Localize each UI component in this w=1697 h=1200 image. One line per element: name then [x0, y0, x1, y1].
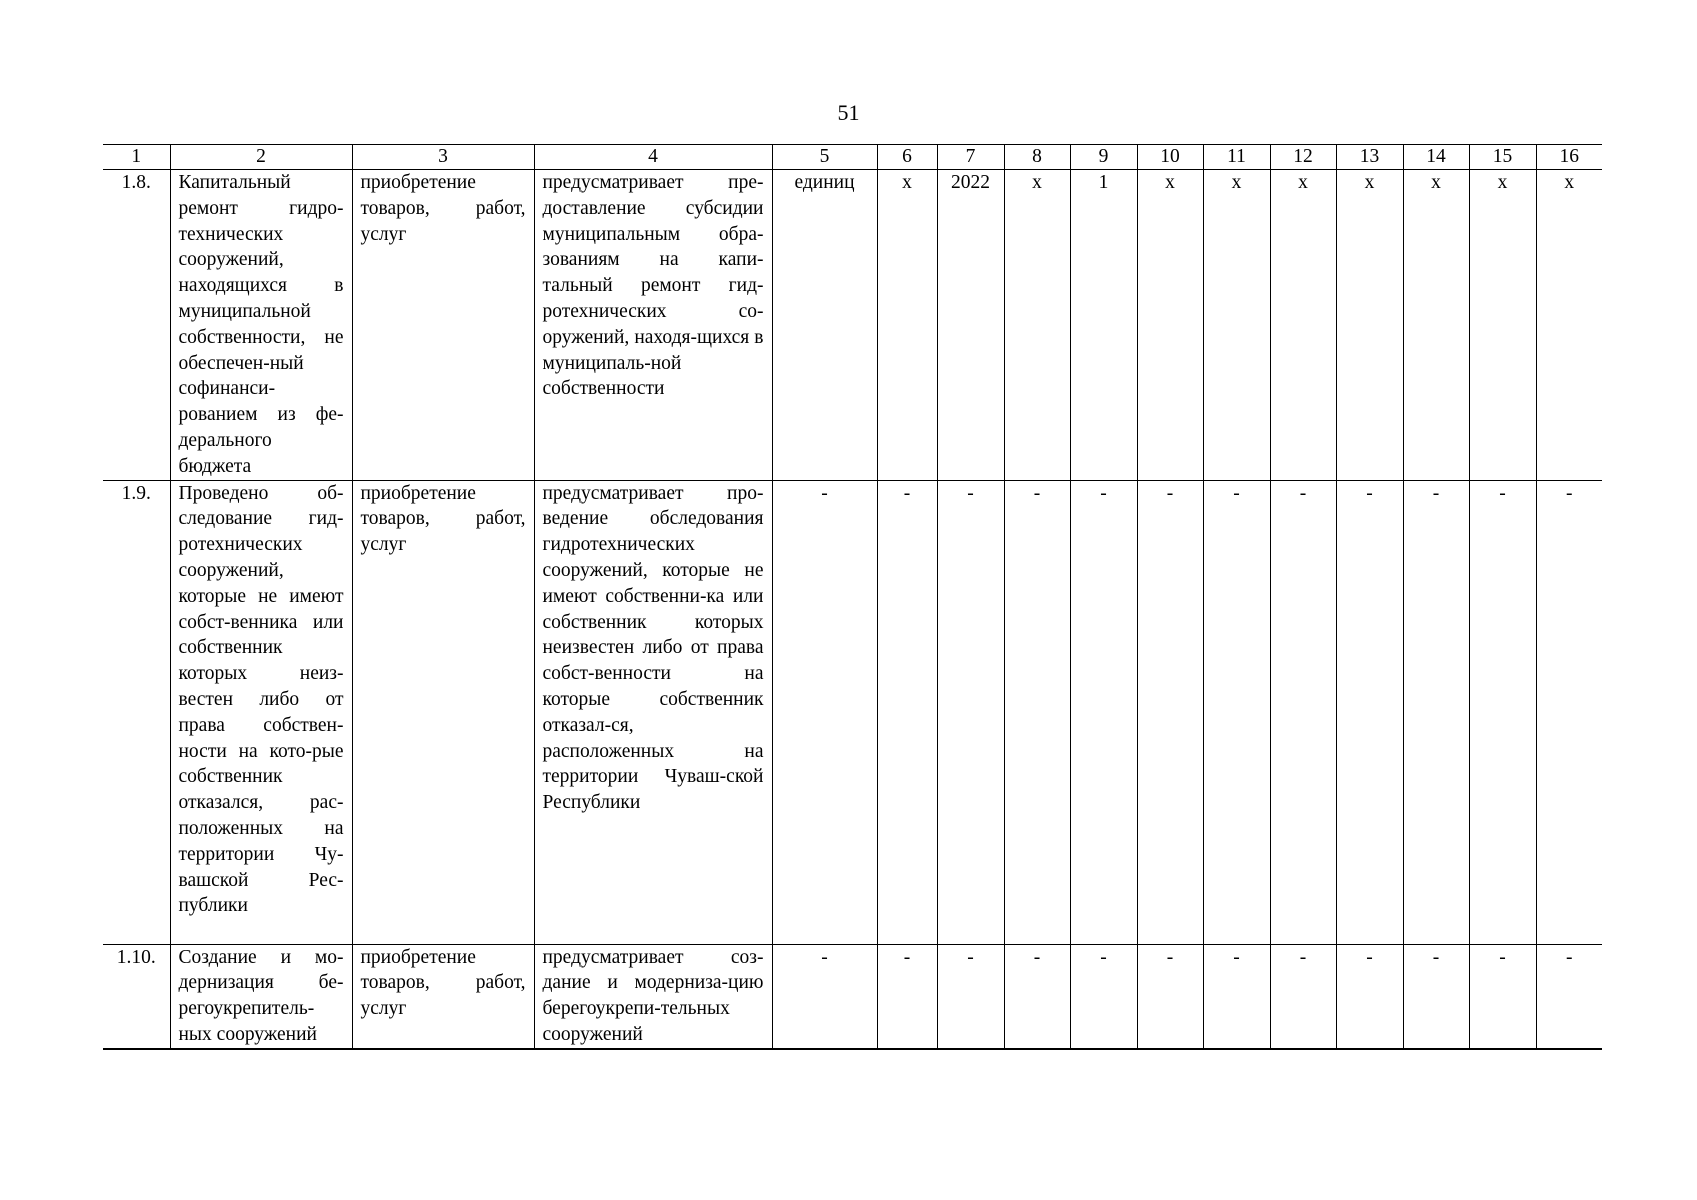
value-cell: -: [937, 480, 1004, 944]
value-cell: -: [937, 944, 1004, 1049]
header-cell-16: 16: [1536, 145, 1602, 170]
value-cell: -: [1469, 480, 1536, 944]
value-cell: -: [1137, 480, 1203, 944]
value-cell: x: [1536, 170, 1602, 481]
value-cell: -: [1137, 944, 1203, 1049]
header-row: [103, 145, 1602, 170]
value-cell: -: [1469, 944, 1536, 1049]
event-name: Проведено об-следование гид-ротехнических сооружений, которые не имеют собст-венника или собственник которых неиз-вестен либо от права собствен-ности на кото-рые собственник отказался, рас-положенных на территории Чу-вашской Рес-публики: [170, 480, 352, 944]
program-table: [103, 144, 1602, 1050]
value-cell: -: [1270, 944, 1336, 1049]
header-cell-2: 2: [170, 145, 352, 170]
event-type: приобретение товаров, работ, услуг: [352, 170, 534, 481]
value-cell: -: [1070, 944, 1137, 1049]
value-cell: -: [1203, 480, 1270, 944]
header-cell-7: 7: [937, 145, 1004, 170]
event-name: Капитальный ремонт гидро-технических сооружений, находящихся в муниципальной собственности, не обеспечен-ный софинанси-рованием из фе-дерального бюджета: [170, 170, 352, 481]
row-number: 1.8.: [103, 170, 170, 481]
row-number: 1.10.: [103, 944, 170, 1049]
header-cell-3: 3: [352, 145, 534, 170]
value-cell: -: [1004, 480, 1070, 944]
table-row: [103, 480, 1602, 944]
header-cell-6: 6: [877, 145, 937, 170]
header-cell-1: 1: [103, 145, 170, 170]
value-cell: x: [1004, 170, 1070, 481]
header-cell-12: 12: [1270, 145, 1336, 170]
header-cell-5: 5: [772, 145, 877, 170]
value-cell: -: [1336, 944, 1403, 1049]
header-cell-14: 14: [1403, 145, 1469, 170]
event-description: предусматривает пре-доставление субсидии муниципальным обра-зованиям на капи-тальный ремонт гид-ротехнических со-оружений, находя-щихся в муниципаль-ной собственности: [534, 170, 772, 481]
unit-cell: -: [772, 944, 877, 1049]
value-cell: x: [1203, 170, 1270, 481]
event-name: Создание и мо-дернизация бе-регоукрепитель-ных сооружений: [170, 944, 352, 1049]
header-cell-10: 10: [1137, 145, 1203, 170]
value-cell: x: [1336, 170, 1403, 481]
value-cell: -: [1403, 944, 1469, 1049]
row-number: 1.9.: [103, 480, 170, 944]
header-cell-11: 11: [1203, 145, 1270, 170]
table-row: [103, 170, 1602, 481]
value-cell: -: [1203, 944, 1270, 1049]
value-cell: x: [1137, 170, 1203, 481]
value-cell: 2022: [937, 170, 1004, 481]
event-description: предусматривает про-ведение обследования гидротехнических сооружений, которые не имеют собственни-ка или собственник которых неизвестен либо от права собст-венности на которые собственник отказал-ся, расположенных на территории Чуваш-ской Республики: [534, 480, 772, 944]
value-cell: -: [1336, 480, 1403, 944]
value-cell: -: [1004, 944, 1070, 1049]
value-cell: -: [1070, 480, 1137, 944]
value-cell: x: [1403, 170, 1469, 481]
value-cell: 1: [1070, 170, 1137, 481]
event-type: приобретение товаров, работ, услуг: [352, 944, 534, 1049]
value-cell: -: [1536, 944, 1602, 1049]
value-cell: -: [1270, 480, 1336, 944]
page-number: 51: [837, 100, 860, 125]
value-cell: x: [1469, 170, 1536, 481]
event-description: предусматривает соз-дание и модерниза-цию берегоукрепи-тельных сооружений: [534, 944, 772, 1049]
value-cell: -: [1536, 480, 1602, 944]
event-type: приобретение товаров, работ, услуг: [352, 480, 534, 944]
value-cell: -: [877, 480, 937, 944]
header-cell-15: 15: [1469, 145, 1536, 170]
value-cell: x: [877, 170, 937, 481]
header-cell-8: 8: [1004, 145, 1070, 170]
value-cell: -: [1403, 480, 1469, 944]
value-cell: -: [877, 944, 937, 1049]
unit-cell: единиц: [772, 170, 877, 481]
header-cell-9: 9: [1070, 145, 1137, 170]
value-cell: x: [1270, 170, 1336, 481]
table-row: [103, 944, 1602, 1049]
header-cell-13: 13: [1336, 145, 1403, 170]
unit-cell: -: [772, 480, 877, 944]
header-cell-4: 4: [534, 145, 772, 170]
